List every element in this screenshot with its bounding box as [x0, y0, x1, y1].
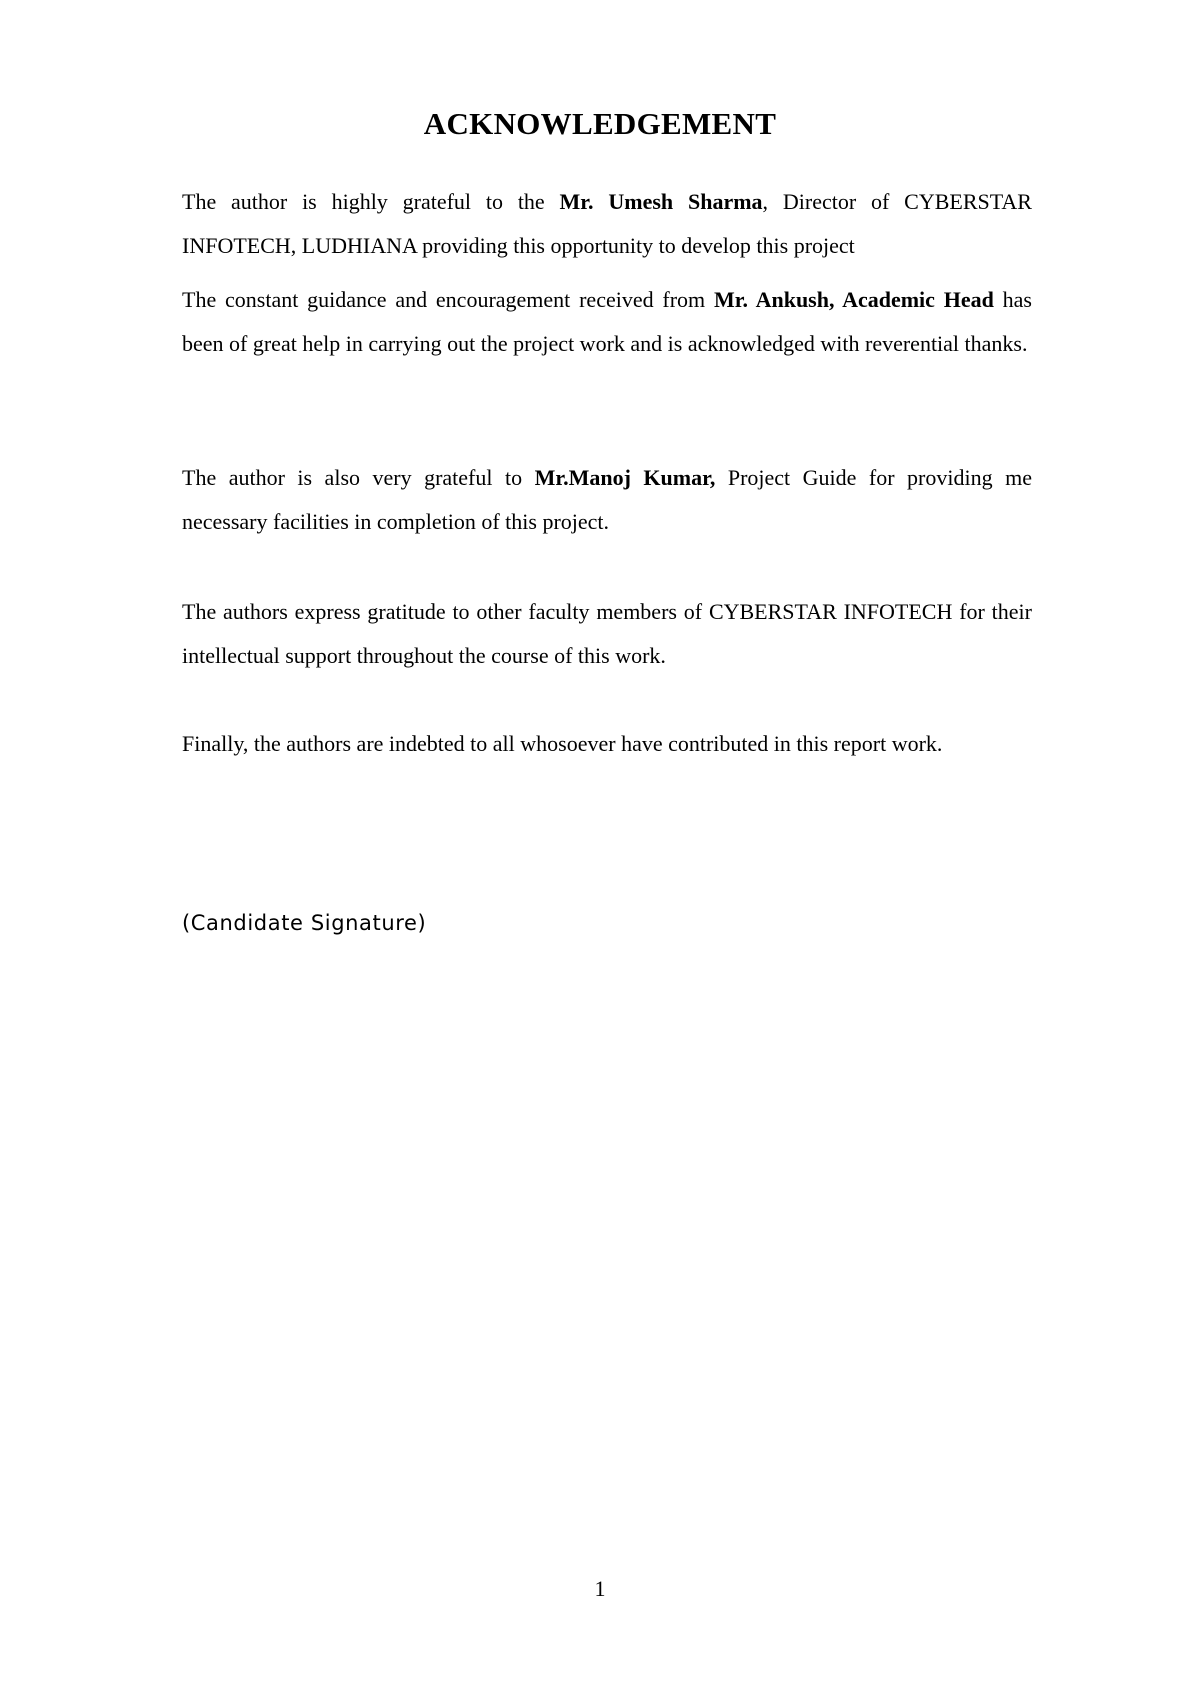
paragraph-text: , Director of CYBERSTAR INFOTECH, LUDHIANA providing this opportunity to develop this project: [182, 189, 1032, 258]
paragraph-director-thanks: [182, 180, 1032, 268]
paragraph-text: The author is highly grateful to the: [182, 189, 560, 214]
candidate-signature-label: (Candidate Signature): [182, 911, 427, 935]
paragraph-text: Project Guide for providing me necessary facilities in completion of this project.: [182, 465, 1032, 534]
paragraph-text: The author is also very grateful to: [182, 465, 535, 490]
page-title: ACKNOWLEDGEMENT: [423, 106, 777, 141]
page-number: 1: [594, 1576, 606, 1601]
paragraph-text: has been of great help in carrying out the project work and is acknowledged with reverential thanks.: [182, 287, 1032, 356]
director-name: Mr. Umesh Sharma: [559, 189, 763, 214]
academic-head-name: Mr. Ankush, Academic Head: [713, 287, 994, 312]
paragraph-text: The authors express gratitude to other faculty members of CYBERSTAR INFOTECH for their intellectual support throughout the course of this work.: [182, 599, 1032, 668]
paragraph-text: The constant guidance and encouragement received from: [182, 287, 714, 312]
paragraph-text: Finally, the authors are indebted to all whosoever have contributed in this report work.: [182, 731, 943, 756]
paragraph-academic-head-thanks: [182, 278, 1032, 366]
paragraph-faculty-thanks: [182, 590, 1032, 678]
paragraph-final-thanks: [182, 722, 1032, 766]
paragraph-project-guide-thanks: [182, 456, 1032, 544]
project-guide-name: Mr.Manoj Kumar,: [534, 465, 716, 490]
